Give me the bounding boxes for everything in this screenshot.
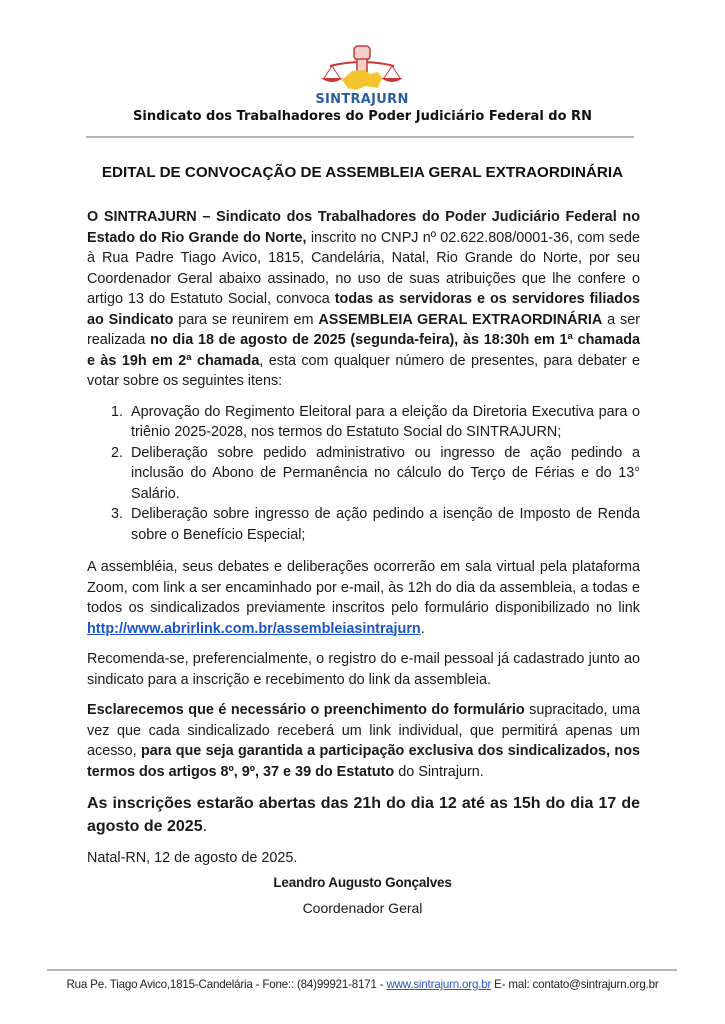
form-bold-2: para que seja garantida a participação exclusiva dos sindicalizados, nos termos dos artigos 8º, 9º, 37 e 39 do Estatuto bbox=[87, 743, 640, 780]
intro-bold-2: todas as servidoras e os servidores filiados ao Sindicato bbox=[87, 291, 641, 328]
zoom-paragraph-text: A assembléia, seus debates e deliberações ocorrerão em sala virtual pela plataforma Zoom, com link a ser encaminhado por e-mail, às 12h do dia da assembleia, a todas e todos os sindicalizados previamente inscritos pelo formulário disponibilizado no link bbox=[87, 559, 640, 616]
signature-block bbox=[0, 875, 725, 916]
zoom-paragraph bbox=[87, 557, 640, 639]
registration-period-end: . bbox=[202, 818, 208, 835]
form-text-2: do Sintrajurn. bbox=[394, 763, 484, 780]
intro-paragraph bbox=[87, 207, 640, 392]
header-divider bbox=[86, 136, 634, 138]
footer-address: Rua Pe. Tiago Avico,1815-Candelária - Fone:: (84)99921-8171 - bbox=[66, 978, 387, 991]
scales-fist-icon bbox=[312, 44, 412, 94]
footer-email: E- mal: contato@sintrajurn.org.br bbox=[491, 978, 659, 991]
intro-text-1: inscrito no CNPJ nº 02.622.808/0001-36, com sede à Rua Padre Tiago Avico, 1815, Candelária, Natal, Rio Grande do Norte, por seu Coordenador Geral abaixo assinado, no uso de suas atribuições que lhe confere o artigo 13 do Estatuto Social, convoca bbox=[87, 229, 640, 307]
signatory-name: Leandro Augusto Gonçalves bbox=[273, 875, 452, 890]
email-paragraph: Recomenda-se, preferencialmente, o registro do e-mail pessoal já cadastrado junto ao sindicato para a inscrição e recebimento do link da assembleia. bbox=[87, 651, 640, 688]
zoom-paragraph-end: . bbox=[420, 620, 425, 637]
signatory-role: Coordenador Geral bbox=[302, 900, 423, 916]
intro-bold-4: no dia 18 de agosto de 2025 (segunda-feira), às 18:30h em 1ª chamada e às 19h em 2ª chamada bbox=[87, 332, 640, 369]
org-name: Sindicato dos Trabalhadores do Poder Judiciário Federal do RN bbox=[133, 109, 592, 124]
document-body bbox=[87, 207, 640, 879]
form-bold-1: Esclarecemos que é necessário o preenchimento do formulário bbox=[87, 702, 525, 718]
intro-bold-1: O SINTRAJURN – Sindicato dos Trabalhadores do Poder Judiciário Federal no Estado do Rio Grande do Norte, bbox=[87, 209, 640, 246]
intro-text-3: a ser realizada bbox=[87, 311, 640, 348]
agenda-item: 1. Aprovação do Regimento Eleitoral para a eleição da Diretoria Executiva para o triênio 2025-2028, nos termos do Estatuto Social do SINTRAJURN; bbox=[127, 402, 640, 443]
intro-text-4: , esta com qualquer número de presentes, para debater e votar sobre os seguintes itens: bbox=[87, 352, 640, 389]
intro-bold-3: ASSEMBLEIA GERAL EXTRAORDINÁRIA bbox=[318, 311, 603, 328]
footer bbox=[0, 978, 725, 991]
registration-period-text: As inscrições estarão abertas das 21h do dia 12 até as 15h do dia 17 de agosto de 2025 bbox=[87, 795, 640, 835]
website-link[interactable]: www.sintrajurn.org.br bbox=[386, 978, 492, 991]
agenda-item: 2. Deliberação sobre pedido administrativo ou ingresso de ação pedindo a inclusão do Abono de Permanência no cálculo do Terço de Férias e do 13° Salário. bbox=[127, 443, 640, 505]
logo-text: SINTRAJURN bbox=[315, 92, 409, 107]
intro-text-2: para se reunirem em bbox=[173, 311, 319, 328]
registration-link[interactable]: http://www.abrirlink.com.br/assembleiasintrajurn bbox=[87, 620, 421, 637]
page-title: EDITAL DE CONVOCAÇÃO DE ASSEMBLEIA GERAL EXTRAORDINÁRIA bbox=[101, 164, 624, 181]
form-text-1: supracitado, uma vez que cada sindicalizado receberá um link individual, que permitirá apenas um acesso, bbox=[87, 702, 641, 759]
registration-period bbox=[87, 792, 640, 838]
form-paragraph bbox=[87, 700, 640, 782]
agenda-list bbox=[87, 402, 640, 546]
sintrajurn-logo bbox=[312, 44, 412, 108]
footer-divider bbox=[47, 969, 677, 971]
agenda-item: 3. Deliberação sobre ingresso de ação pedindo a isenção de Imposto de Renda sobre o Benefício Especial; bbox=[127, 504, 640, 545]
place-date: Natal-RN, 12 de agosto de 2025. bbox=[87, 850, 298, 866]
